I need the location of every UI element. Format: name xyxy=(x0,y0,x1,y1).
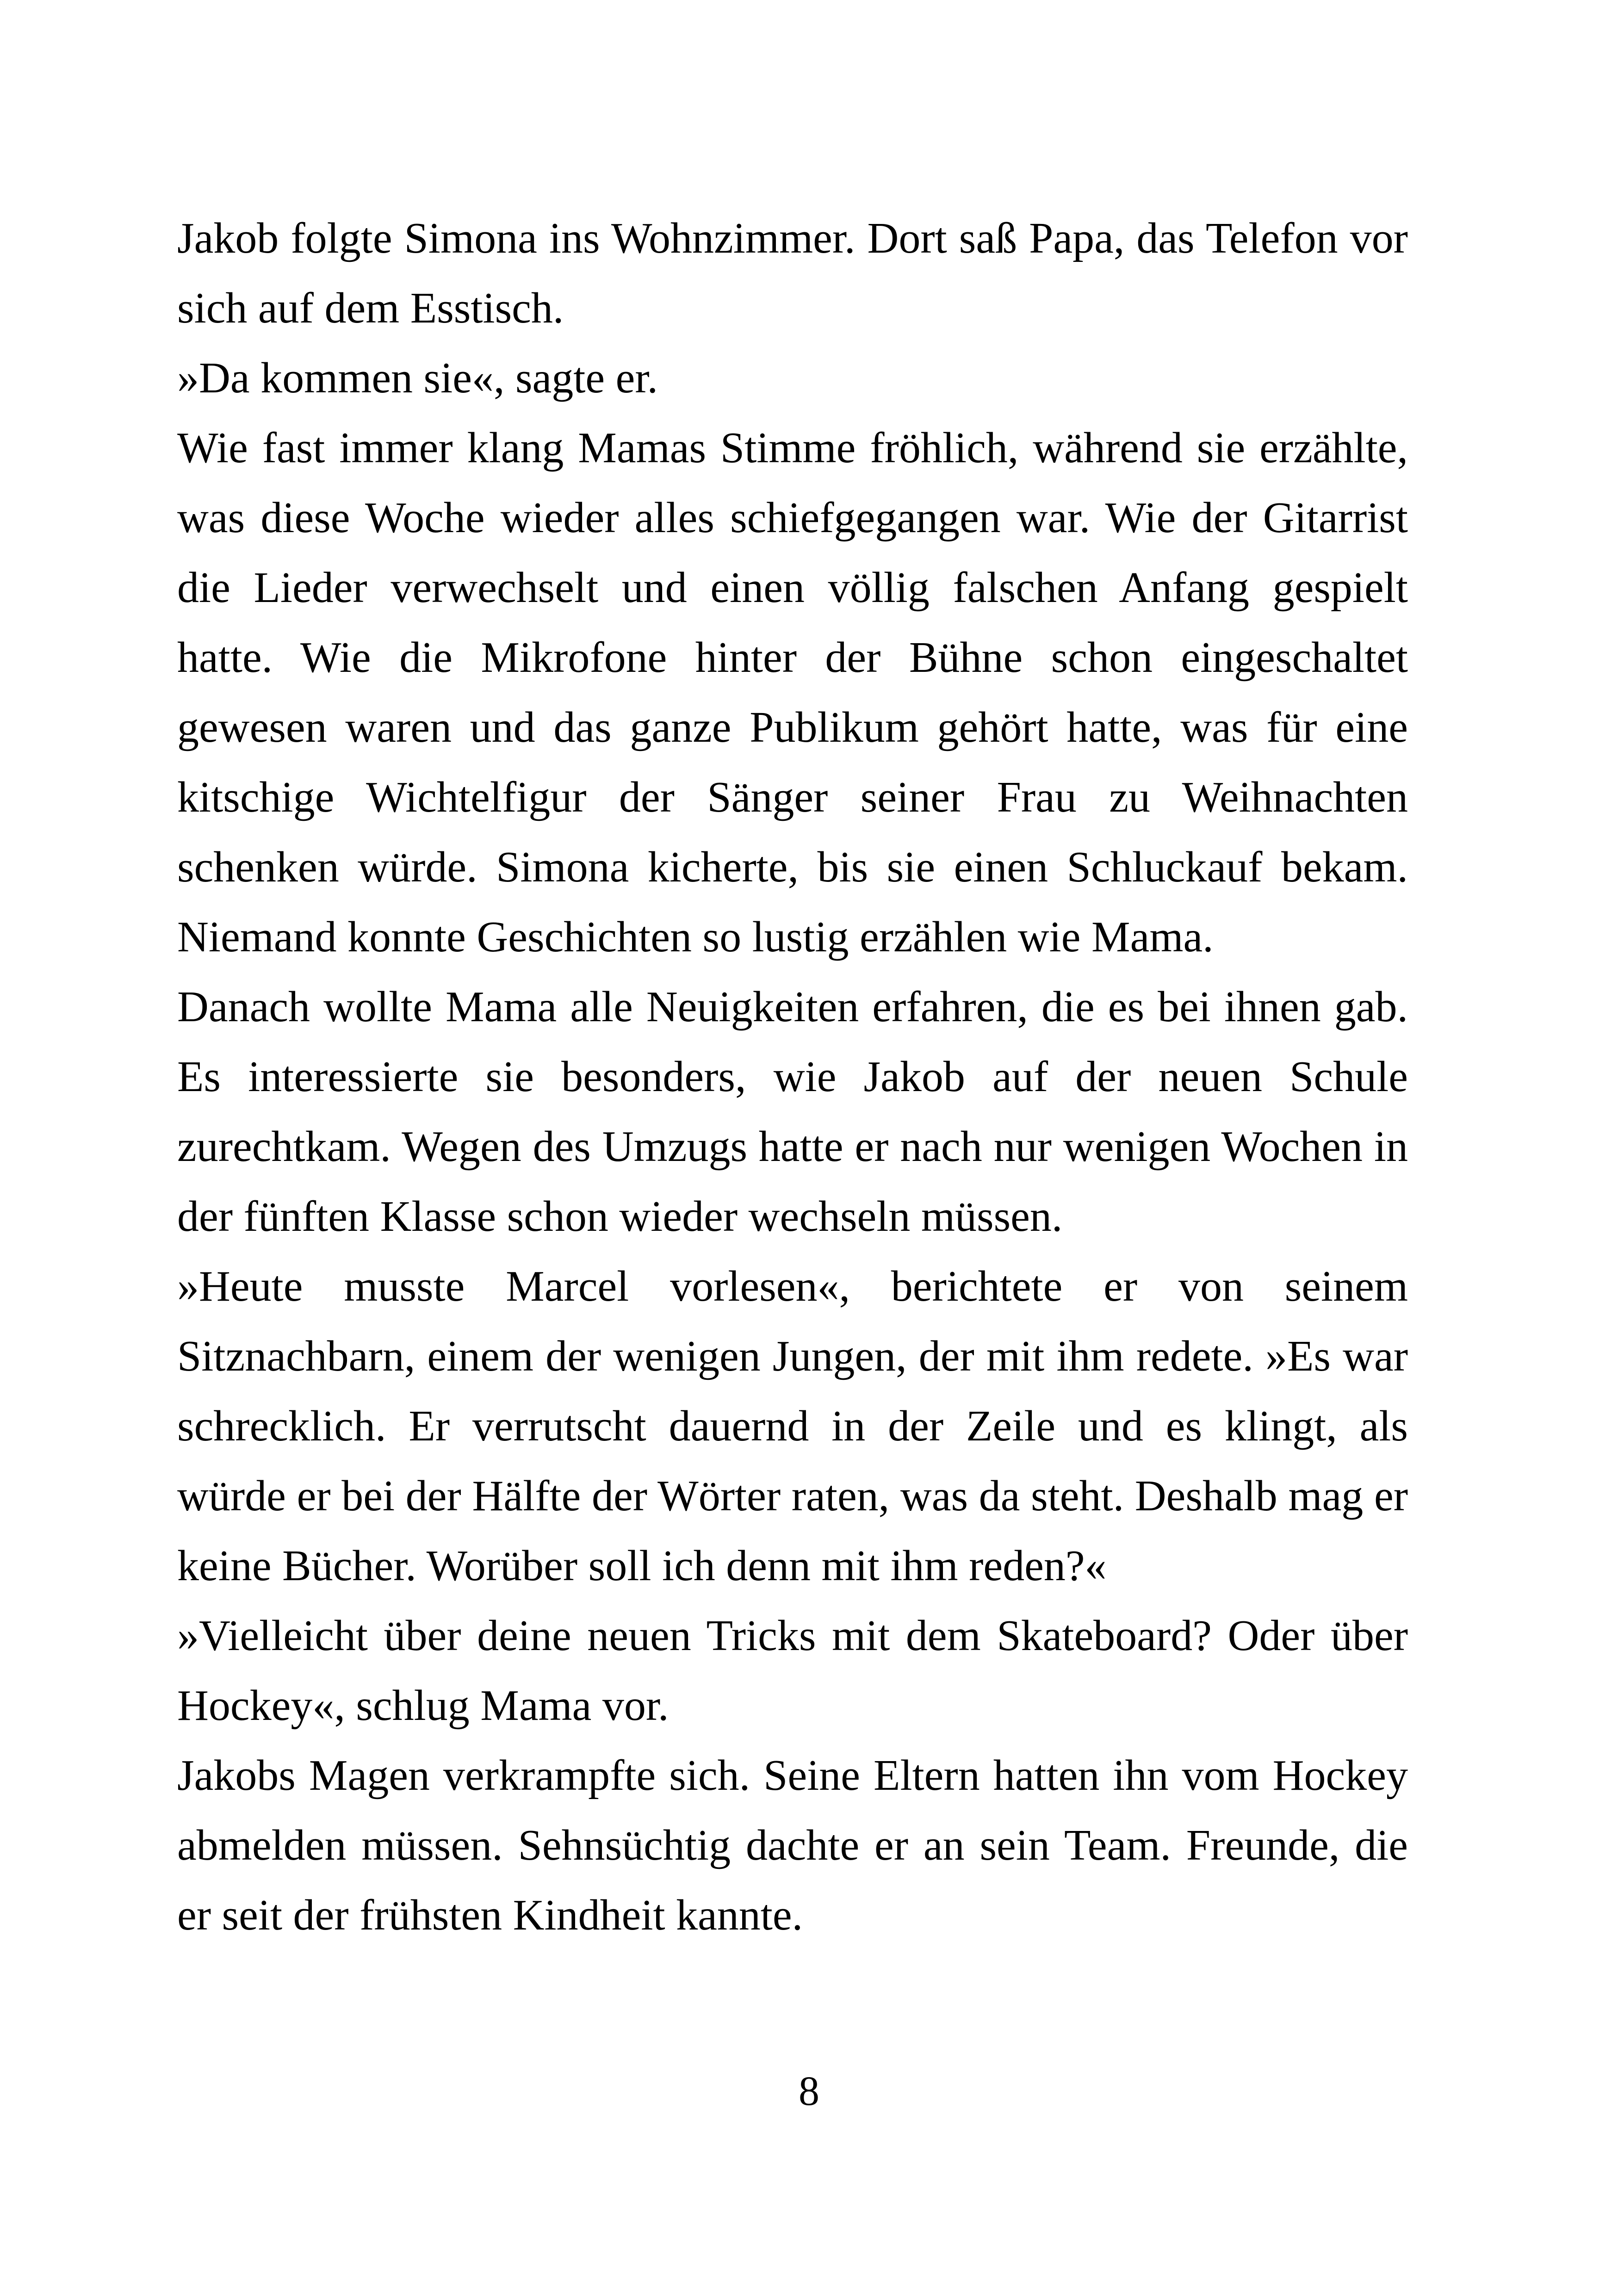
paragraph-5: »Heute musste Marcel vorlesen«, berichtete er von seinem Sitznachbarn, einem der wenigen Jungen, der mit ihm redete. »Es war schrecklich. Er verrutscht dauernd in der Zeile und es klingt, als würde er bei der Hälfte der Wörter raten, was da steht. Deshalb mag er keine Bücher. Worüber soll ich denn mit ihm reden?« xyxy=(177,1262,1408,1590)
body-text xyxy=(177,204,1408,1950)
paragraph-1: Jakob folgte Simona ins Wohnzimmer. Dort saß Papa, das Telefon vor sich auf dem Esstisch. xyxy=(177,214,1408,332)
paragraph-3: Wie fast immer klang Mamas Stimme fröhlich, während sie erzählte, was diese Woche wieder alles schiefgegangen war. Wie der Gitarrist die Lieder verwechselt und einen völlig falschen Anfang gespielt hatte. Wie die Mikrofone hinter der Bühne schon eingeschaltet gewesen waren und das ganze Publikum gehört hatte, was für eine kitschige Wichtelfigur der Sänger seiner Frau zu Weihnachten schenken würde. Simona kicherte, bis sie einen Schluckauf bekam. Niemand konnte Geschichten so lustig erzählen wie Mama. xyxy=(177,424,1408,961)
paragraph-2: »Da kommen sie«, sagte er. xyxy=(177,354,658,402)
paragraph-4: Danach wollte Mama alle Neuigkeiten erfahren, die es bei ihnen gab. Es interessierte sie besonders, wie Jakob auf der neuen Schule zurechtkam. Wegen des Umzugs hatte er nach nur wenigen Wochen in der fünften Klasse schon wieder wechseln müssen. xyxy=(177,983,1408,1241)
paragraph-6: »Vielleicht über deine neuen Tricks mit dem Skateboard? Oder über Hockey«, schlug Mama vor. xyxy=(177,1612,1408,1730)
page-number: 8 xyxy=(799,2068,819,2114)
paragraph-7: Jakobs Magen verkrampfte sich. Seine Eltern hatten ihn vom Hockey abmelden müssen. Sehnsüchtig dachte er an sein Team. Freunde, die er seit der frühsten Kindheit kannte. xyxy=(177,1751,1408,1939)
